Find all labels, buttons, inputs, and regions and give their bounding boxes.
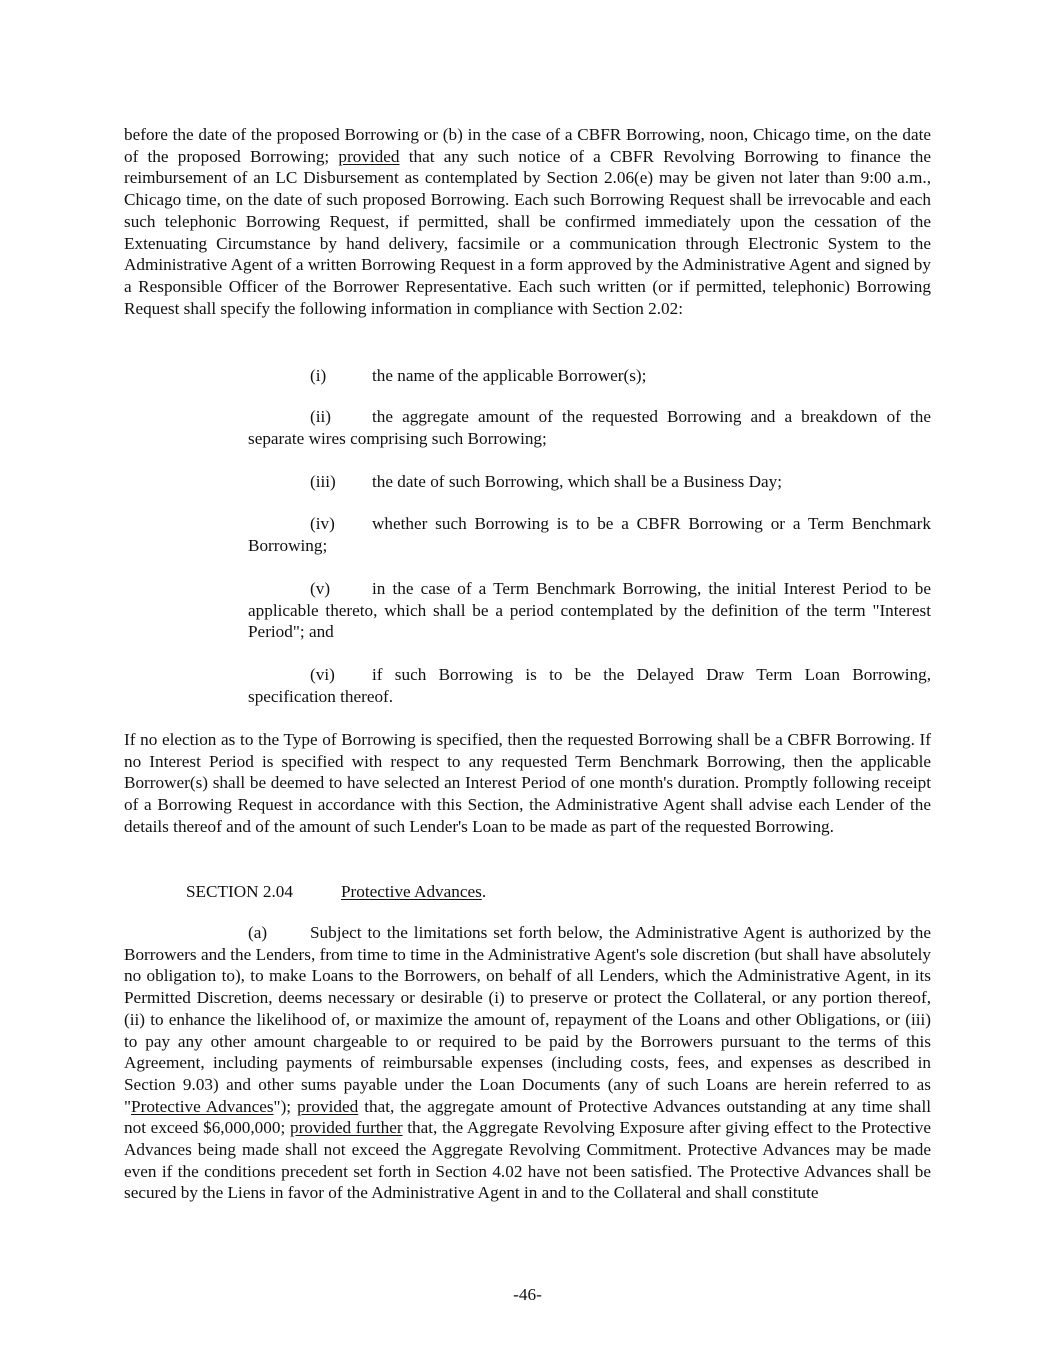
item-number: (iii)	[310, 472, 336, 491]
item-number: (i)	[310, 366, 327, 385]
list-item-ii	[248, 406, 931, 449]
list-item-vi	[248, 664, 931, 707]
item-number: (v)	[310, 579, 331, 598]
section-period: .	[481, 882, 487, 901]
underlined-term: provided further	[289, 1118, 403, 1138]
paragraph-borrowing-request	[124, 124, 931, 319]
item-text: whether such Borrowing is to be a CBFR Borrowing or a Term Benchmark	[372, 514, 931, 533]
item-number: (iv)	[310, 514, 335, 533]
item-number: (vi)	[310, 665, 335, 684]
item-text-continued: specification thereof.	[248, 686, 394, 706]
subsection-number: (a)	[248, 923, 268, 942]
section-title: Protective Advances	[341, 882, 482, 901]
list-item-i	[248, 365, 931, 387]
page-number: -46-	[513, 1285, 542, 1304]
text-run: that any such notice of a CBFR Revolving Borrowing to finance the reimbursement of an LC Disbursement as contemplated by Section 2.06(e) may be given not later than 9:00 a.m., Chicago time, on the date of such proposed Borrowing. Each such Borrowing Request shall be irrevocable and each such telephonic Borrowing Request, if permitted, shall be confirmed immediately upon the cessation of the Extenuating Circumstance by hand delivery, facsimile or a communication through Electronic System to the Administrative Agent of a written Borrowing Request in a form approved by the Administrative Agent and signed by a Responsible Officer of the Borrower Representative. Each such written (or if permitted, telephonic) Borrowing Request shall specify the following information in compliance with Section 2.02:	[124, 146, 931, 318]
paragraph-protective-advances	[124, 922, 931, 1204]
list-item-v	[248, 578, 931, 643]
item-text: the date of such Borrowing, which shall be a Business Day;	[372, 472, 783, 491]
underlined-term: provided	[297, 1096, 359, 1116]
item-text: in the case of a Term Benchmark Borrowing, the initial Interest Period to	[372, 579, 908, 598]
list-item-iv	[248, 513, 931, 556]
item-text-continued: separate wires comprising such Borrowing;	[248, 428, 547, 448]
item-text-continued: be applicable thereto, which shall be a period contemplated by the definition of the term "Interest Period"; and	[248, 579, 932, 642]
underlined-term: provided	[338, 146, 400, 166]
item-text: if such Borrowing is to be the Delayed Draw Term Loan Borrowing,	[372, 665, 931, 684]
item-text: the aggregate amount of the requested Borrowing and a breakdown of the	[372, 407, 931, 426]
text-run: that, the Aggregate Revolving Exposure after giving effect to the Protective Advances being made shall not exceed the Aggregate Revolving Commitment. Protective Advances may be made even if the conditions precedent set forth in Section 4.02 have not been satisfied. The Protective Advances shall be secured by the Liens in favor of the Administrative Agent in and to the Collateral and shall constitute	[124, 1118, 931, 1203]
text-run: before the date of the proposed Borrowing or (b) in the case of a CBFR Borrowing, noon, Chicago time, on the date of the proposed Borrowing;	[124, 125, 931, 166]
item-text-continued: Borrowing;	[248, 535, 328, 555]
item-number: (ii)	[310, 407, 331, 426]
paragraph-type-of-borrowing: If no election as to the Type of Borrowing is specified, then the requested Borrowing shall be a CBFR Borrowing. If no Interest Period is specified with respect to any requested Term Benchmark Borrowing, then the applicable Borrower(s) shall be deemed to have selected an Interest Period of one month's duration. Promptly following receipt of a Borrowing Request in accordance with this Section, the Administrative Agent shall advise each Lender of the details thereof and of the amount of such Lender's Loan to be made as part of the requested Borrowing.	[124, 730, 931, 836]
text-run: Subject to the limitations set forth below, the Administrative Agent is authorized by the Borrowers and the Lenders, from time to time in the Administrative Agent's sole discretion (but shall have absolutely no obligation to), to make Loans to the Borrowers, on behalf of all Lenders, which the Administrative Agent, in its Permitted Discretion, deems necessary or desirable (i) to preserve or protect the Collateral, or any portion thereof, (ii) to enhance the likelihood of, or maximize the amount of, repayment of the Loans and other Obligations, or (iii) to pay any other amount chargeable to or required to be paid by the Borrowers pursuant to the terms of this Agreement, including payments of reimbursable expenses (including costs, fees, and expenses as described in Section 9.03) and other sums payable under the Loan Documents (any of such Loans are herein referred to as "	[124, 923, 931, 1116]
section-heading	[186, 881, 486, 903]
text-run: ");	[273, 1096, 298, 1116]
defined-term: Protective Advances	[131, 1096, 274, 1116]
text-run: that, the aggregate amount of Protective Advances outstanding at any time shall not exceed $6,000,000;	[124, 1096, 931, 1138]
list-item-iii	[248, 471, 931, 493]
section-number: SECTION 2.04	[186, 882, 293, 901]
item-text: the name of the applicable Borrower(s);	[372, 366, 647, 385]
